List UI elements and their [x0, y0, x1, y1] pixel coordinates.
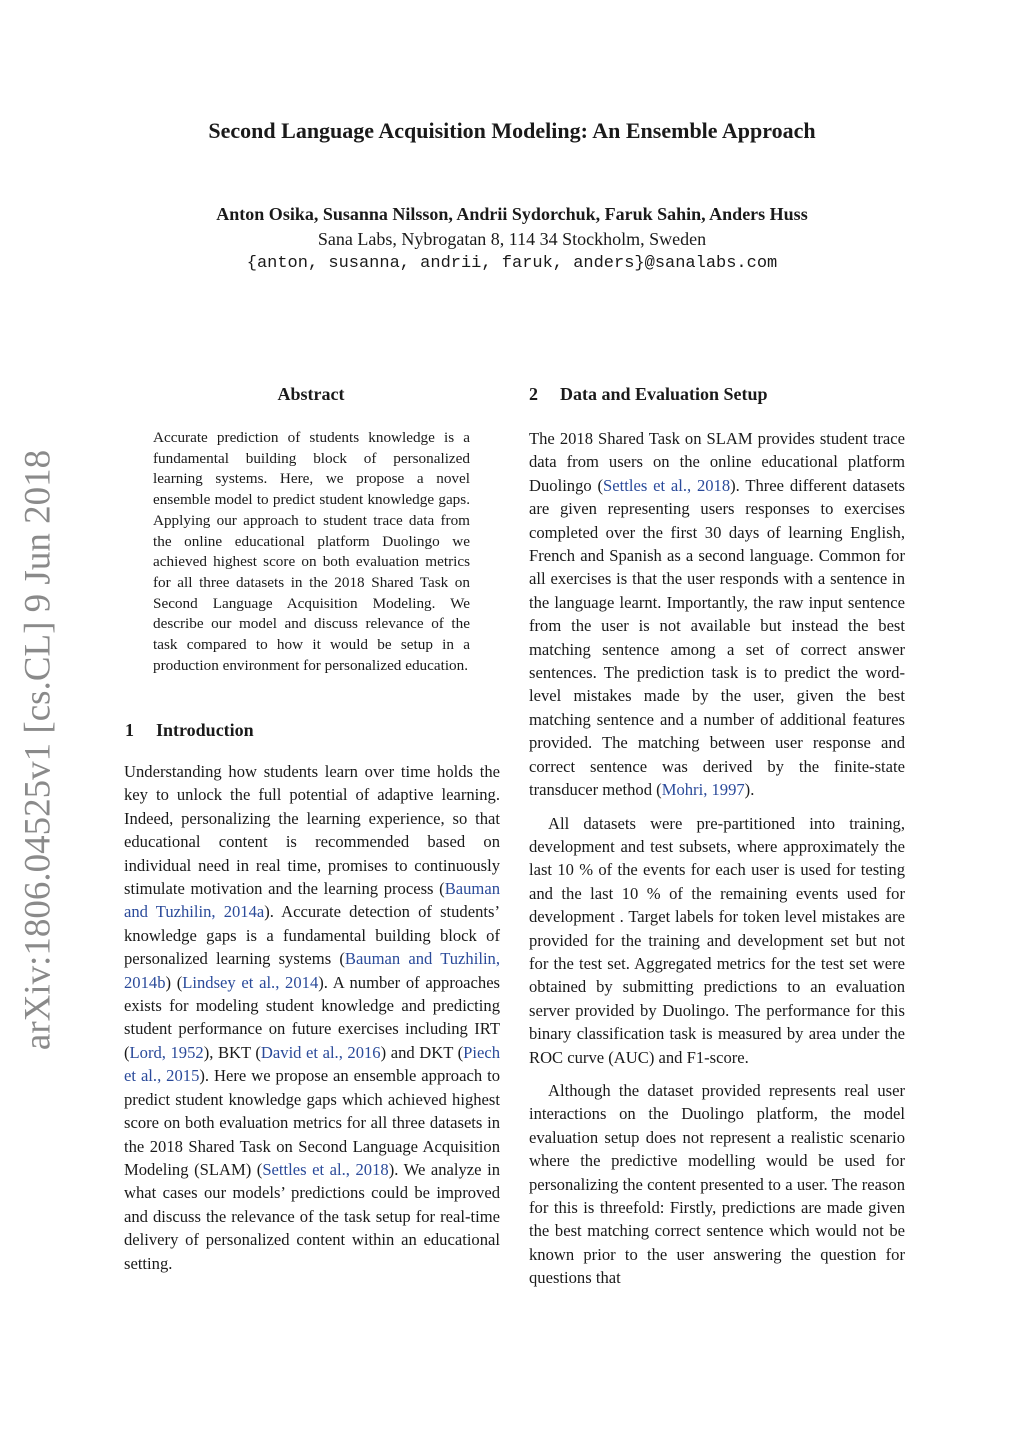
section-number: 1	[125, 720, 134, 740]
citation-link[interactable]: Lindsey et al., 2014	[182, 972, 319, 992]
abstract-heading: Abstract	[277, 384, 345, 404]
section-number: 2	[529, 384, 538, 404]
citation-link[interactable]: Bauman and Tuzhilin, 2014b	[124, 949, 500, 992]
author-emails: {anton, susanna, andrii, faruk, anders}@sanalabs.com	[246, 254, 778, 273]
citation-link[interactable]: Settles et al., 2018	[603, 475, 731, 495]
arxiv-identifier: arXiv:1806.04525v1 [cs.CL] 9 Jun 2018	[17, 449, 59, 1051]
section-title: Introduction	[156, 720, 254, 740]
data-section-body	[529, 427, 905, 1300]
citation-link[interactable]: Bauman and Tuzhilin, 2014a	[124, 879, 500, 922]
introduction-body	[124, 760, 500, 1285]
author-list: Anton Osika, Susanna Nilsson, Andrii Sydorchuk, Faruk Sahin, Anders Huss	[216, 204, 808, 224]
section-heading-data	[529, 384, 768, 405]
paragraph: All datasets were pre-partitioned into training, development and test subsets, where approximately the last 10 % of the events for each user is used for testing and the last 10 % of the remaining events used for development . Target labels for token level mistakes are provided for the training and development set but not for the test set. Aggregated metrics for the test set were obtained by submitting predictions to an evaluation server provided by Duolingo. The performance for this binary classification task is measured by area under the ROC curve (AUC) and F1-score.	[529, 813, 905, 1067]
affiliation: Sana Labs, Nybrogatan 8, 114 34 Stockholm, Sweden	[317, 229, 707, 249]
paragraph: Although the dataset provided represents real user interactions on the Duolingo platform, the model evaluation setup does not represent a realistic scenario where the predictive modelling would be used for personalizing the content presented to a user. The reason for this is threefold: Firstly, predictions are made given the best matching correct sentence which would not be known prior to the user answering the question for questions that	[529, 1080, 905, 1288]
citation-link[interactable]: David et al., 2016	[260, 1042, 381, 1062]
section-heading-introduction	[125, 720, 254, 741]
citation-link[interactable]: Mohri, 1997	[661, 780, 745, 800]
paragraph: Understanding how students learn over time holds the key to unlock the full potential of adaptive learning. Indeed, personalizing the learning experience, so that educational content is recommended based on individual need in real time, promises to continuously stimulate motivation and the learning process (Bauman and Tuzhilin, 2014a). Accurate detection of students’ knowledge gaps is a fundamental building block of personalized learning systems (Bauman and Tuzhilin, 2014b) (Lindsey et al., 2014). A number of approaches exists for modeling student knowledge and predicting student performance on future exercises including IRT (Lord, 1952), BKT (David et al., 2016) and DKT (Piech et al., 2015). Here we propose an ensemble approach to predict student knowledge gaps which achieved highest score on both evaluation metrics for all three datasets in the 2018 Shared Task on Second Language Acquisition Modeling (SLAM) (Settles et al., 2018). We analyze in what cases our models’ predictions could be improved and discuss the relevance of the task setup for real-time delivery of personalized content within an educational setting.	[124, 762, 501, 1273]
citation-link[interactable]: Piech et al., 2015	[124, 1042, 500, 1086]
paragraph: The 2018 Shared Task on SLAM provides student trace data from users on the online educational platform Duolingo (Settles et al., 2018). Three different datasets are given representing users responses to exercises completed over the first 30 days of learning English, French and Spanish as a second language. Common for all exercises is that the user responds with a sentence in the language learnt. Importantly, the raw input sentence from the user is not available but instead the best matching sentence among a set of correct answer sentences. The prediction task is to predict the word-level mistakes made by the user, given the best matching sentence and a number of additional features provided. The matching between user response and correct sentence was derived by the finite-state transducer method (Mohri, 1997).	[529, 429, 905, 800]
abstract-text: Accurate prediction of students knowledge is a fundamental building block of personalized learning systems. Here, we propose a novel ensemble model to predict student knowledge gaps. Applying our approach to student trace data from the online educational platform Duolingo we achieved highest score on both evaluation metrics for all three datasets in the 2018 Shared Task on Second Language Acquisition Modeling. We describe our model and discuss relevance of the task compared to how it would be setup in a production environment for personalized education.	[153, 429, 470, 674]
citation-link[interactable]: Settles et al., 2018	[262, 1159, 389, 1179]
section-title: Data and Evaluation Setup	[560, 384, 768, 404]
paper-title: Second Language Acquisition Modeling: An Ensemble Approach	[208, 118, 816, 143]
citation-link[interactable]: Lord, 1952	[129, 1042, 204, 1062]
